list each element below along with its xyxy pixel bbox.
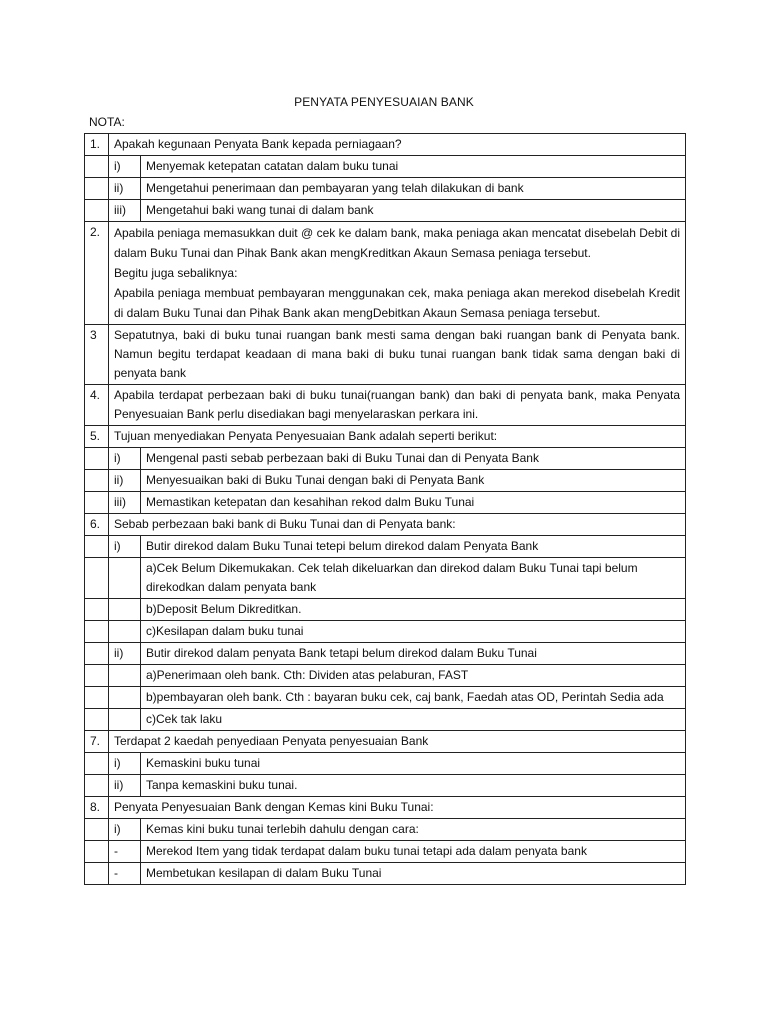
table-row bbox=[85, 222, 686, 325]
sub-text: Merekod Item yang tidak terdapat dalam buku tunai tetapi ada dalam penyata bank bbox=[141, 841, 686, 863]
sub-text: a)Penerimaan oleh bank. Cth: Dividen atas pelaburan, FAST bbox=[141, 665, 686, 687]
table-row bbox=[85, 536, 686, 558]
sub-text: Mengetahui penerimaan dan pembayaran yang telah dilakukan di bank bbox=[141, 178, 686, 200]
sub-text: Menyemak ketepatan catatan dalam buku tunai bbox=[141, 156, 686, 178]
item-number: 1. bbox=[85, 134, 109, 156]
empty-cell bbox=[85, 709, 109, 731]
table-row bbox=[85, 687, 686, 709]
table-row bbox=[85, 797, 686, 819]
table-row bbox=[85, 819, 686, 841]
table-row bbox=[85, 841, 686, 863]
item-text: Sepatutnya, baki di buku tunai ruangan bank mesti sama dengan baki ruangan bank di Penyata bank. Namun begitu terdapat keadaan di mana baki di buku tunai ruangan bank tidak sama dengan baki di penyata bank bbox=[109, 325, 686, 385]
table-row bbox=[85, 470, 686, 492]
table-row bbox=[85, 558, 686, 599]
table-row bbox=[85, 863, 686, 885]
item-number: 5. bbox=[85, 426, 109, 448]
sub-number: i) bbox=[109, 536, 141, 558]
sub-text: Butir direkod dalam penyata Bank tetapi belum direkod dalam Buku Tunai bbox=[141, 643, 686, 665]
empty-cell bbox=[85, 448, 109, 470]
empty-cell bbox=[85, 841, 109, 863]
table-row bbox=[85, 156, 686, 178]
empty-cell bbox=[85, 558, 109, 599]
sub-number: i) bbox=[109, 819, 141, 841]
notes-table bbox=[84, 133, 686, 885]
sub-number: ii) bbox=[109, 470, 141, 492]
item-number: 6. bbox=[85, 514, 109, 536]
table-row bbox=[85, 448, 686, 470]
table-row bbox=[85, 514, 686, 536]
table-row bbox=[85, 492, 686, 514]
empty-cell bbox=[85, 665, 109, 687]
empty-cell bbox=[109, 599, 141, 621]
sub-text: b)pembayaran oleh bank. Cth : bayaran buku cek, caj bank, Faedah atas OD, Perintah Sedia ada bbox=[141, 687, 686, 709]
sub-text: Tanpa kemaskini buku tunai. bbox=[141, 775, 686, 797]
empty-cell bbox=[109, 558, 141, 599]
table-row bbox=[85, 599, 686, 621]
sub-text: Menyesuaikan baki di Buku Tunai dengan baki di Penyata Bank bbox=[141, 470, 686, 492]
bullet-dash: - bbox=[109, 863, 141, 885]
sub-text: Mengenal pasti sebab perbezaan baki di Buku Tunai dan di Penyata Bank bbox=[141, 448, 686, 470]
empty-cell bbox=[109, 687, 141, 709]
item-number: 4. bbox=[85, 385, 109, 426]
empty-cell bbox=[109, 621, 141, 643]
paragraph: Apabila peniaga memasukkan duit @ cek ke dalam bank, maka peniaga akan mencatat disebelah Debit di dalam Buku Tunai dan Pihak Bank akan mengKreditkan Akaun Semasa peniaga tersebut. bbox=[114, 226, 681, 260]
sub-number: i) bbox=[109, 753, 141, 775]
sub-text: Kemas kini buku tunai terlebih dahulu dengan cara: bbox=[141, 819, 686, 841]
empty-cell bbox=[85, 687, 109, 709]
empty-cell bbox=[85, 492, 109, 514]
sub-number: iii) bbox=[109, 492, 141, 514]
empty-cell bbox=[85, 470, 109, 492]
item-text: Terdapat 2 kaedah penyediaan Penyata penyesuaian Bank bbox=[109, 731, 686, 753]
sub-text: c)Kesilapan dalam buku tunai bbox=[141, 621, 686, 643]
table-row bbox=[85, 775, 686, 797]
table-row bbox=[85, 200, 686, 222]
sub-number: iii) bbox=[109, 200, 141, 222]
empty-cell bbox=[85, 599, 109, 621]
sub-number: i) bbox=[109, 156, 141, 178]
table-row bbox=[85, 426, 686, 448]
sub-text: Membetukan kesilapan di dalam Buku Tunai bbox=[141, 863, 686, 885]
empty-cell bbox=[85, 178, 109, 200]
table-row bbox=[85, 621, 686, 643]
empty-cell bbox=[85, 863, 109, 885]
sub-text: Kemaskini buku tunai bbox=[141, 753, 686, 775]
sub-text: b)Deposit Belum Dikreditkan. bbox=[141, 599, 686, 621]
sub-number: ii) bbox=[109, 775, 141, 797]
empty-cell bbox=[85, 621, 109, 643]
item-number: 3 bbox=[85, 325, 109, 385]
item-text: Apabila terdapat perbezaan baki di buku tunai(ruangan bank) dan baki di penyata bank, maka Penyata Penyesuaian Bank perlu disediakan bagi menyelaraskan perkara ini. bbox=[109, 385, 686, 426]
item-text bbox=[109, 222, 686, 325]
nota-label: NOTA: bbox=[89, 115, 125, 129]
empty-cell bbox=[85, 156, 109, 178]
table-row bbox=[85, 134, 686, 156]
sub-text: Mengetahui baki wang tunai di dalam bank bbox=[141, 200, 686, 222]
empty-cell bbox=[85, 775, 109, 797]
table-row bbox=[85, 643, 686, 665]
sub-number: ii) bbox=[109, 178, 141, 200]
empty-cell bbox=[109, 709, 141, 731]
empty-cell bbox=[85, 536, 109, 558]
item-text: Sebab perbezaan baki bank di Buku Tunai dan di Penyata bank: bbox=[109, 514, 686, 536]
empty-cell bbox=[85, 200, 109, 222]
empty-cell bbox=[85, 753, 109, 775]
table-row bbox=[85, 709, 686, 731]
empty-cell bbox=[85, 819, 109, 841]
sub-text: Memastikan ketepatan dan kesahihan rekod dalm Buku Tunai bbox=[141, 492, 686, 514]
empty-cell bbox=[109, 665, 141, 687]
bullet-dash: - bbox=[109, 841, 141, 863]
item-number: 8. bbox=[85, 797, 109, 819]
table-row bbox=[85, 731, 686, 753]
item-number: 2. bbox=[85, 222, 109, 325]
item-text: Tujuan menyediakan Penyata Penyesuaian Bank adalah seperti berikut: bbox=[109, 426, 686, 448]
table-row bbox=[85, 178, 686, 200]
item-number: 7. bbox=[85, 731, 109, 753]
sub-number: ii) bbox=[109, 643, 141, 665]
sub-text: Butir direkod dalam Buku Tunai tetepi belum direkod dalam Penyata Bank bbox=[141, 536, 686, 558]
table-row bbox=[85, 385, 686, 426]
item-text: Apakah kegunaan Penyata Bank kepada perniagaan? bbox=[109, 134, 686, 156]
empty-cell bbox=[85, 643, 109, 665]
sub-text: a)Cek Belum Dikemukakan. Cek telah dikeluarkan dan direkod dalam Buku Tunai tapi belum direkodkan dalam penyata bank bbox=[141, 558, 686, 599]
paragraph: Begitu juga sebaliknya: bbox=[114, 266, 238, 280]
table-row bbox=[85, 325, 686, 385]
table-row bbox=[85, 753, 686, 775]
sub-text: c)Cek tak laku bbox=[141, 709, 686, 731]
sub-number: i) bbox=[109, 448, 141, 470]
table-row bbox=[85, 665, 686, 687]
document-title: PENYATA PENYESUAIAN BANK bbox=[294, 95, 474, 109]
item-text: Penyata Penyesuaian Bank dengan Kemas kini Buku Tunai: bbox=[109, 797, 686, 819]
paragraph: Apabila peniaga membuat pembayaran menggunakan cek, maka peniaga akan merekod disebelah Kredit di dalam Buku Tunai dan Pihak Bank akan mengDebitkan Akaun Semasa peniaga tersebut. bbox=[114, 286, 681, 320]
